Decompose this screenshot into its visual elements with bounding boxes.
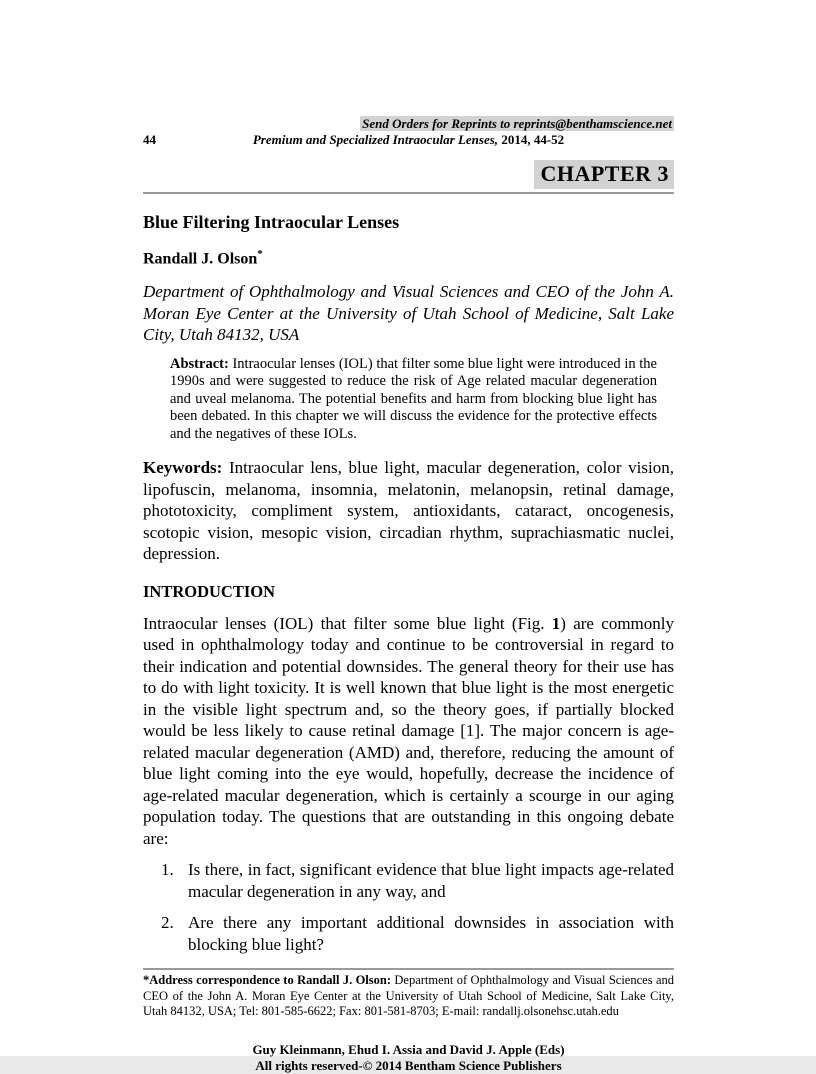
journal-ref-year-pages: 2014, 44-52 xyxy=(498,132,565,147)
abstract-label: Abstract: xyxy=(170,355,229,372)
editors-line: Guy Kleinmann, Ehud I. Assia and David J. Apple (Eds) xyxy=(252,1041,565,1057)
author-affiliation: Department of Ophthalmology and Visual Sciences and CEO of the John A. Moran Eye Center at the University of Utah School of Medicine, Salt Lake City, Utah 84132, USA xyxy=(143,282,674,345)
author-line xyxy=(143,244,674,269)
header-rule xyxy=(143,192,674,194)
abstract-text: Intraocular lenses (IOL) that filter some blue light were introduced in the 1990s and were suggested to reduce the risk of Age related macular degeneration and uveal melanoma. The potential benefits and harm from blocking blue light has been debated. In this chapter we will discuss the evidence for the protective effects and the negatives of these IOLs. xyxy=(170,355,657,442)
correspondence-text: Department of Ophthalmology and Visual Sciences and CEO of the John A. Moran Eye Center at the University of Utah School of Medicine, Salt Lake City, Utah 84132, USA; Tel: 801-585-6622; Fax: 801-581-8703; E-mail: randallj.olsonehsc.utah.edu xyxy=(143,973,674,1019)
keywords-text: Intraocular lens, blue light, macular degeneration, color vision, lipofuscin, melanoma, insomnia, melatonin, melanopsin, retinal damage, phototoxicity, compliment system, antioxidants, cataract, oncogenesis, scotopic vision, mesopic vision, circadian rhythm, suprachiasmatic nuclei, depression. xyxy=(143,458,674,564)
list-item xyxy=(143,912,674,955)
list-item-number: 1. xyxy=(161,860,174,880)
journal-title: Premium and Specialized Intraocular Lenses, xyxy=(252,132,499,147)
list-item-text: Is there, in fact, significant evidence that blue light impacts age-related macular degeneration in any way, and xyxy=(188,860,674,901)
chapter-heading-row xyxy=(143,160,674,189)
copyright-line: All rights reserved-© 2014 Bentham Science Publishers xyxy=(255,1057,562,1073)
correspondence-label: *Address correspondence to Randall J. Olson: xyxy=(143,973,392,988)
chapter-title: Blue Filtering Intraocular Lenses xyxy=(143,212,400,232)
list-item-number: 2. xyxy=(161,913,174,933)
page-content xyxy=(143,116,674,1074)
journal-reference-line xyxy=(143,132,674,148)
footnote-rule xyxy=(143,968,674,970)
reprint-notice-line xyxy=(143,116,674,131)
book-footer xyxy=(143,1042,674,1074)
figure-1-reference: 1 xyxy=(551,613,561,633)
author-name: Randall J. Olson xyxy=(143,250,258,268)
reprint-notice: Send Orders for Reprints to reprints@benthamscience.net xyxy=(362,116,672,131)
intro-text-before-figref: Intraocular lenses (IOL) that filter some blue light (Fig. xyxy=(143,613,552,633)
keywords-paragraph xyxy=(143,457,674,565)
abstract-paragraph xyxy=(143,356,674,444)
list-item xyxy=(143,859,674,902)
introduction-paragraph xyxy=(143,613,674,850)
introduction-heading: INTRODUCTION xyxy=(143,581,276,601)
author-correspondence-mark: * xyxy=(257,248,263,260)
list-item-text: Are there any important additional downsides in association with blocking blue light? xyxy=(188,913,674,954)
keywords-label: Keywords: xyxy=(143,458,223,478)
correspondence-footnote xyxy=(143,973,674,1020)
chapter-label: CHAPTER 3 xyxy=(534,160,674,189)
numbered-question-list xyxy=(143,859,674,955)
intro-text-after-figref: ) are commonly used in ophthalmology today and continue to be controversial in regard to their indication and potential downsides. The general theory for their use has to do with light toxicity. It is well known that blue light is the most energetic in the visible light spectrum and, so the theory goes, if partially blocked would be less likely to cause retinal damage [1]. The major concern is age-related macular degeneration (AMD) and, therefore, reducing the amount of blue light coming into the eye would, hopefully, decrease the incidence of age-related macular degeneration, which is certainly a scourge in our aging population today. The questions that are outstanding in this ongoing debate are: xyxy=(143,613,674,848)
page-number: 44 xyxy=(143,132,156,147)
